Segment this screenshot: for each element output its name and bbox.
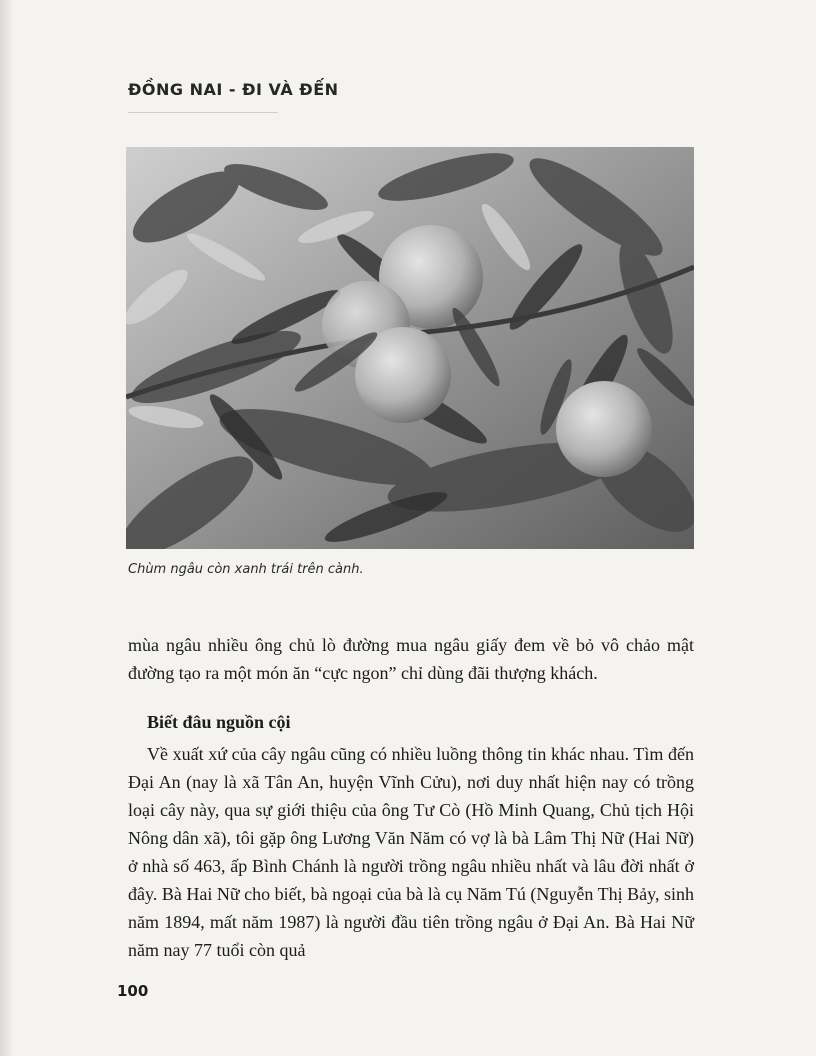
header-rule (128, 112, 278, 113)
page-edge-shadow (0, 0, 14, 1056)
fruit-branch-photo (126, 147, 694, 549)
page-number: 100 (117, 982, 149, 1000)
section-body-paragraph: Về xuất xứ của cây ngâu cũng có nhiều luồng thông tin khác nhau. Tìm đến Đại An (nay là xã Tân An, huyện Vĩnh Cửu), nơi duy nhất hiện nay có trồng loại cây này, qua sự giới thiệu của ông Tư Cò (Hồ Minh Quang, Chủ tịch Hội Nông dân xã), tôi gặp ông Lương Văn Năm có vợ là bà Lâm Thị Nữ (Hai Nữ) ở nhà số 463, ấp Bình Chánh là người trồng ngâu nhiều nhất và lâu đời nhất ở đây. Bà Hai Nữ cho biết, bà ngoại của bà là cụ Năm Tú (Nguyễn Thị Bảy, sinh năm 1894, mất năm 1987) là người đầu tiên trồng ngâu ở Đại An. Bà Hai Nữ năm nay 77 tuổi còn quả (128, 744, 694, 960)
continuation-paragraph: mùa ngâu nhiều ông chủ lò đường mua ngâu giấy đem về bỏ vô chảo mật đường tạo ra một món ăn “cực ngon” chỉ dùng đãi thượng khách. (128, 635, 694, 683)
figure-caption: Chùm ngâu còn xanh trái trên cành. (128, 562, 364, 577)
section-heading: Biết đâu nguồn cội (147, 712, 291, 732)
running-header: ĐỒNG NAI - ĐI VÀ ĐẾN (128, 80, 339, 99)
